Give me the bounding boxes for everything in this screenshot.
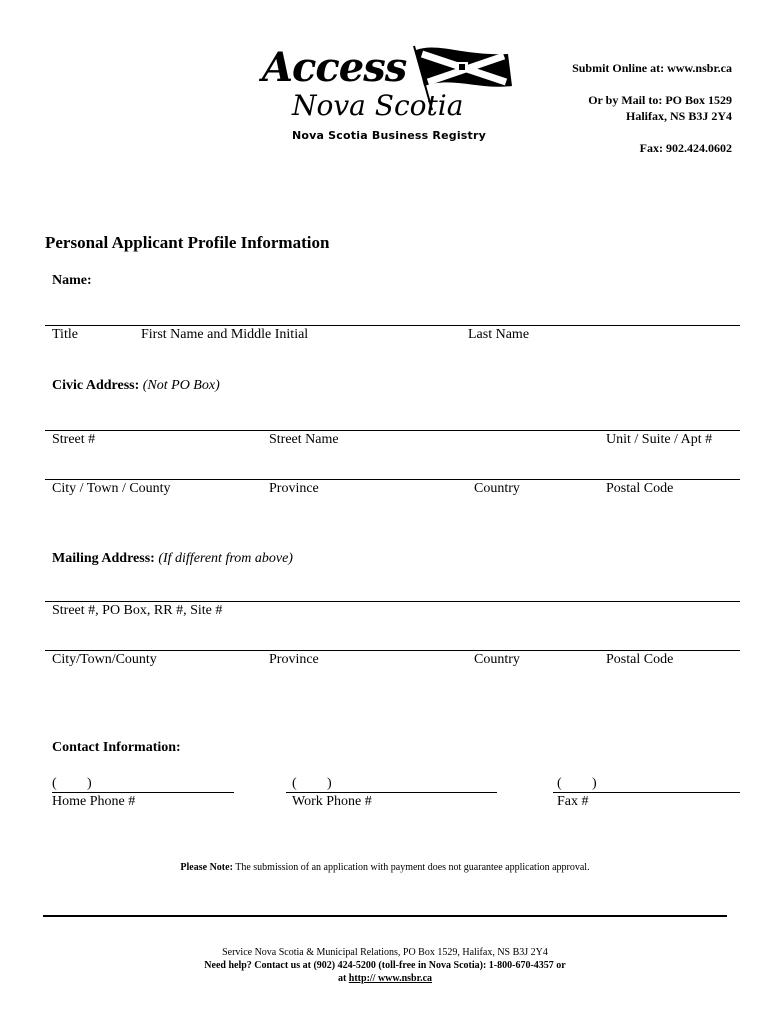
- home-phone-area-open: (: [52, 776, 57, 791]
- fax-label: Fax #: [557, 794, 589, 809]
- home-phone-input-line[interactable]: [52, 792, 234, 793]
- last-name-field-label: Last Name: [468, 327, 530, 342]
- title-field-label: Title: [52, 327, 78, 342]
- footer-help-text: Need help? Contact us at (902) 424-5200 (toll-free in Nova Scotia): 1-800-670-4357 or: [204, 960, 566, 971]
- fax-area-open: (: [557, 776, 562, 791]
- submission-info: [572, 60, 732, 156]
- mail-address-line-1: Or by Mail to: PO Box 1529: [588, 93, 732, 107]
- mailing-country-label: Country: [474, 652, 520, 667]
- access-nova-scotia-logo: [258, 40, 518, 150]
- mail-address-line-2: Halifax, NS B3J 2Y4: [625, 109, 732, 123]
- first-name-field-label: First Name and Middle Initial: [141, 327, 309, 342]
- home-phone-label: Home Phone #: [52, 794, 136, 809]
- logo-access-text: Access: [262, 44, 407, 91]
- mailing-postal-code-label: Postal Code: [606, 652, 674, 667]
- civic-address-heading: [52, 378, 220, 394]
- civic-street-number-label: Street #: [52, 432, 96, 447]
- approval-note-text: The submission of an application with payment does not guarantee application approval.: [232, 862, 590, 873]
- work-phone-label: Work Phone #: [292, 794, 372, 809]
- name-input-line[interactable]: [45, 325, 740, 326]
- footer-divider: [43, 915, 727, 917]
- footer-address: Service Nova Scotia & Municipal Relations, PO Box 1529, Halifax, NS B3J 2Y4: [222, 947, 548, 958]
- page-title: Personal Applicant Profile Information: [45, 233, 330, 252]
- mailing-address-heading: [52, 551, 293, 567]
- fax-area-close: ): [592, 776, 597, 791]
- mailing-street-input-line[interactable]: [45, 601, 740, 602]
- mailing-street-label: Street #, PO Box, RR #, Site #: [52, 603, 223, 618]
- civic-province-label: Province: [269, 481, 319, 496]
- contact-information-heading: Contact Information:: [52, 740, 181, 755]
- work-phone-area-open: (: [292, 776, 297, 791]
- footer-at-text: at: [337, 973, 349, 984]
- home-phone-area-close: ): [87, 776, 92, 791]
- civic-street-name-label: Street Name: [269, 432, 339, 447]
- work-phone-area-close: ): [327, 776, 332, 791]
- logo-nova-scotia-text: Nova Scotia: [292, 89, 464, 122]
- mailing-city-input-line[interactable]: [45, 650, 740, 651]
- approval-note-bold: Please Note:: [180, 862, 233, 873]
- name-heading: Name:: [52, 273, 92, 288]
- logo-registry-text: Nova Scotia Business Registry: [292, 129, 486, 142]
- fax-input-line[interactable]: [553, 792, 740, 793]
- civic-country-label: Country: [474, 481, 520, 496]
- civic-address-note: (Not PO Box): [142, 378, 220, 393]
- civic-street-input-line[interactable]: [45, 430, 740, 431]
- mailing-address-heading-text: Mailing Address:: [52, 551, 155, 566]
- approval-note: [0, 862, 770, 873]
- civic-address-heading-text: Civic Address:: [52, 378, 140, 393]
- mailing-address-note: (If different from above): [158, 551, 293, 566]
- footer: [0, 946, 770, 985]
- mailing-city-label: City/Town/County: [52, 652, 157, 667]
- civic-postal-code-label: Postal Code: [606, 481, 674, 496]
- civic-city-label: City / Town / County: [52, 481, 171, 496]
- work-phone-input-line[interactable]: [286, 792, 497, 793]
- fax-number: Fax: 902.424.0602: [639, 141, 732, 155]
- submit-online-text: Submit Online at: www.nsbr.ca: [572, 61, 732, 75]
- civic-unit-label: Unit / Suite / Apt #: [606, 432, 713, 447]
- footer-website-link[interactable]: http:// www.nsbr.ca: [348, 973, 433, 984]
- mailing-province-label: Province: [269, 652, 319, 667]
- civic-city-input-line[interactable]: [45, 479, 740, 480]
